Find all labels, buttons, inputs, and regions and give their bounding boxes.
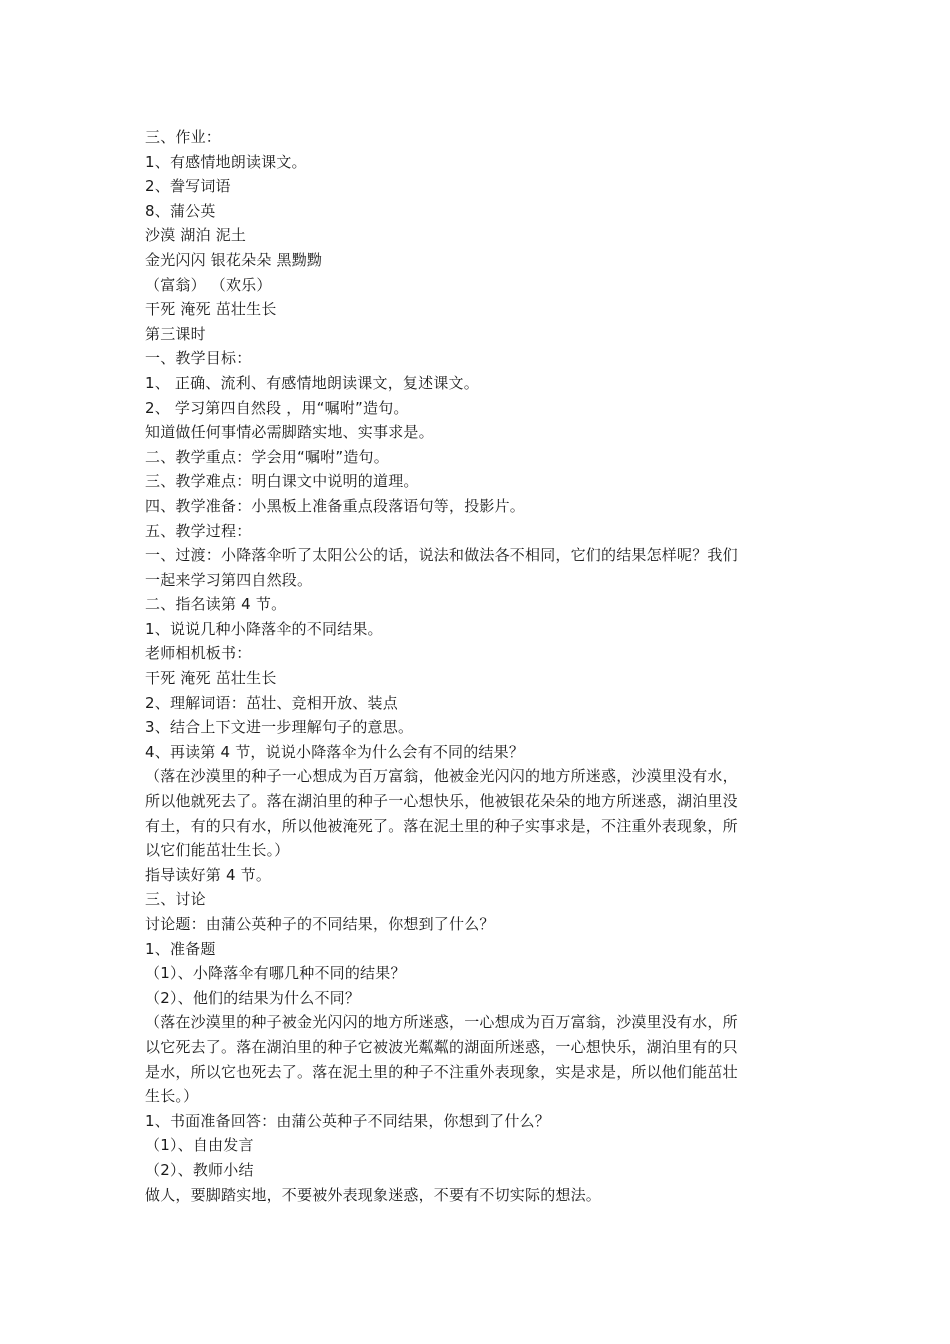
text-line: （2）、他们的结果为什么不同？: [145, 988, 361, 1007]
text-line: 三、教学难点：明白课文中说明的道理。: [145, 472, 419, 491]
text-line: （1）、自由发言: [145, 1136, 254, 1155]
text-line: 二、指名读第 4 节。: [145, 595, 287, 614]
text-line: 干死 淹死 茁壮生长: [145, 669, 277, 688]
text-line: 金光闪闪 银花朵朵 黑黝黝: [145, 250, 323, 269]
text-line: （1）、小降落伞有哪几种不同的结果？: [145, 964, 406, 983]
text-line: （富翁） （欢乐）: [145, 275, 272, 294]
text-line: 沙漠 湖泊 泥土: [145, 226, 247, 245]
text-line: 干死 淹死 茁壮生长: [145, 300, 277, 319]
text-line: 8、蒲公英: [145, 201, 216, 220]
document-body: [145, 125, 810, 1207]
text-line: 讨论题：由蒲公英种子的不同结果，你想到了什么？: [145, 915, 495, 933]
text-line: 1、书面准备回答：由蒲公英种子不同结果，你想到了什么？: [145, 1111, 550, 1130]
text-line: 知道做任何事情必需脚踏实地、实事求是。: [145, 423, 434, 442]
text-line: （2）、教师小结: [145, 1160, 254, 1179]
text-line: 做人，要脚踏实地，不要被外表现象迷惑，不要有不切实际的想法。: [145, 1185, 602, 1204]
text-line: 有土，有的只有水，所以他被淹死了。落在泥土里的种子实事求是，不注重外表现象，所: [145, 816, 738, 835]
text-line: 五、教学过程：: [145, 521, 252, 540]
text-line: 三、讨论: [145, 890, 206, 909]
text-line: 以它们能茁壮生长。）: [145, 841, 290, 860]
text-line: 指导读好第 4 节。: [145, 865, 272, 884]
text-line: 4、再读第 4 节，说说小降落伞为什么会有不同的结果？: [145, 742, 525, 761]
text-line: （落在沙漠里的种子被金光闪闪的地方所迷惑，一心想成为百万富翁，沙漠里没有水，所: [145, 1013, 738, 1032]
text-line: 第三课时: [145, 324, 206, 343]
text-line: 一起来学习第四自然段。: [145, 570, 313, 589]
text-line: 生长。）: [145, 1087, 199, 1106]
text-line: 二、教学重点：学会用“嘱咐”造句。: [145, 447, 389, 466]
text-line: 三、作业：: [145, 128, 222, 146]
text-line: 3、结合上下文进一步理解句子的意思。: [145, 718, 414, 737]
text-line: 一、教学目标：: [145, 349, 252, 368]
text-line: 以它死去了。落在湖泊里的种子它被波光粼粼的湖面所迷惑，一心想快乐，湖泊里有的只: [145, 1037, 738, 1056]
text-line: 1、准备题: [145, 939, 216, 958]
text-line: 2、理解词语：茁壮、竞相开放、装点: [145, 693, 398, 712]
text-line: 一、过渡：小降落伞听了太阳公公的话，说法和做法各不相同，它们的结果怎样呢？我们: [145, 546, 738, 565]
text-line: （落在沙漠里的种子一心想成为百万富翁，他被金光闪闪的地方所迷惑，沙漠里没有水，: [145, 767, 738, 786]
text-line: 是水，所以它也死去了。落在泥土里的种子不注重外表现象，实是求是，所以他们能茁壮: [145, 1062, 738, 1081]
text-line: 老师相机板书：: [145, 644, 252, 663]
text-line: 2、誊写词语: [145, 177, 231, 196]
text-line: 2、 学习第四自然段 ，用“嘱咐”造句。: [145, 398, 409, 417]
text-line: 四、教学准备：小黑板上准备重点段落语句等，投影片。: [145, 496, 526, 515]
text-line: 1、 正确、流利、有感情地朗读课文，复述课文。: [145, 373, 479, 392]
text-line: 所以他就死去了。落在湖泊里的种子一心想快乐，他被银花朵朵的地方所迷惑，湖泊里没: [145, 792, 738, 811]
text-line: 1、有感情地朗读课文。: [145, 152, 307, 171]
text-line: 1、说说几种小降落伞的不同结果。: [145, 619, 383, 638]
